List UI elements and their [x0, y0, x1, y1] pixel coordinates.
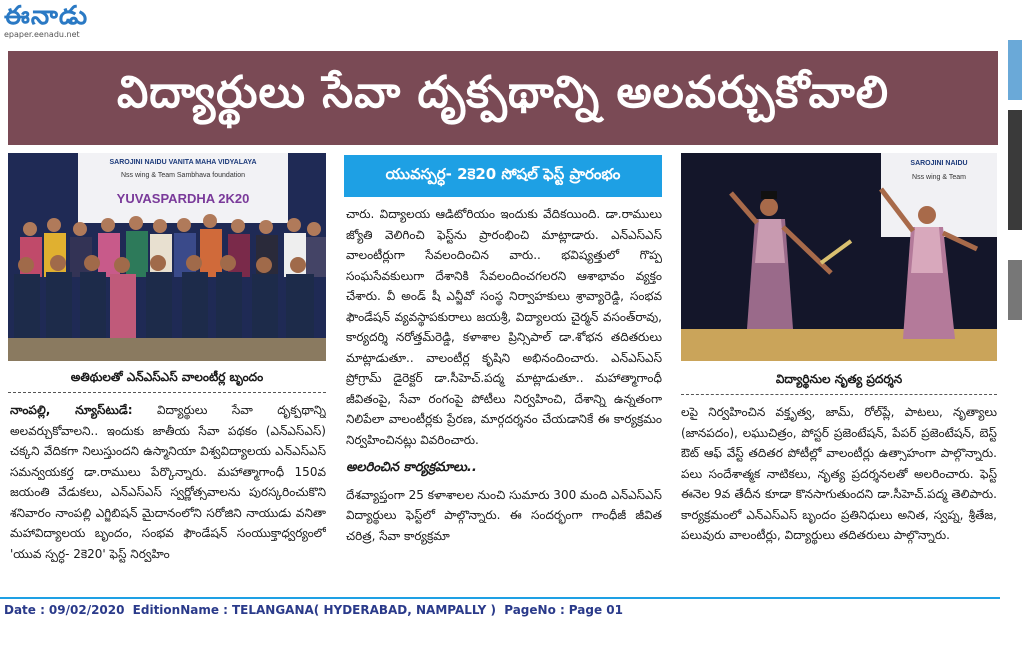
caption-rule — [681, 394, 997, 395]
article-column-2 — [346, 204, 662, 594]
photo-dance-performance — [681, 153, 997, 361]
section-banner: యువస్పర్ధ- 2కె20 సోషల్ ఫెస్ట్ ప్రారంభం — [344, 155, 662, 197]
dateline: నాంపల్లి, న్యూస్‌టుడే: — [10, 403, 133, 417]
banner-text-event: YUVASPARDHA 2K20 — [116, 191, 250, 206]
article-headline: విద్యార్థులు సేవా దృక్పథాన్ని అలవర్చుకోవాలి — [8, 51, 998, 145]
sub-heading: అలరించిన కార్యక్రమాలు.. — [346, 460, 477, 475]
caption-rule — [8, 392, 326, 393]
banner-text-org-right: Nss wing & Team — [912, 174, 966, 181]
banner-text-college: SAROJINI NAIDU VANITA MAHA VIDYALAYA — [109, 159, 257, 166]
photo-left-caption: అతిథులతో ఎన్‌ఎస్‌ఎస్ వాలంటీర్ల బృందం — [70, 370, 264, 384]
column-1-text: విద్యార్థులు సేవా దృక్పథాన్ని అలవర్చుకోవాలని.. ఇందుకు జాతీయ సేవా పథకం (ఎన్ఎస్ఎస్) చక్కని వేదికగా నిలుస్తుందని ఉస్మానియా విశ్వవిద్యాలయ ఎన్‌ఎస్‌ఎస్ సమన్వయకర్త డా.రాములు పేర్కొన్నారు. మహాత్మాగాంధీ 150వ జయంతి వేడుకలు, ఎన్‌ఎస్‌ఎస్ స్వర్ణోత్సవాలను పురస్కరించుకొని శనివారం నాంపల్లి ఎగ్జిబిషన్ మైదానంలోని సరోజిని నాయుడు వనితా మహావిద్యాలయ బృందం, సంభవ ఫౌండేషన్ సంయుక్తాధ్వర్యంలో 'యువ స్పర్ధ- 2కె20' ఫెస్ట్ నిర్వహిం — [10, 403, 326, 561]
adjacent-clipping-edge — [1004, 40, 1024, 600]
banner-text-org: Nss wing & Team Sambhava foundation — [121, 172, 245, 179]
column-3-text: లపై నిర్వహించిన వక్తృత్వ, జామ్, రోల్‌ప్లే, పాటలు, నృత్యాలు (జానపదం), లఘుచిత్రం, పోస్టర్ ప్రజెంటేషన్, పేపర్ ప్రజెంటేషన్, బెస్ట్ ఔట్ ఆఫ్ వేస్ట్ తదితర పోటీల్లో వాలంటీర్లు ఉత్సాహంగా పాల్గొన్నారు. పలు సందేశాత్మక నాటికలు, నృత్య ప్రదర్శనలతో అలరించారు. ఫెస్ట్ ఈనెల 9వ తేదీన కూడా కొనసాగుతుందని డా.సీహెచ్.పద్మ తెలిపారు. కార్యక్రమంలో ఎన్‌ఎస్‌ఎస్ బృందం ప్రతినిధులు అనిత, స్వప్న, శ్రీతేజ, పలువురు వాలంటీర్లు, విద్యార్థులు తదితరులు పాల్గొన్నారు. — [681, 405, 997, 542]
column-2-text: చారు. విద్యాలయ ఆడిటోరియం ఇందుకు వేదికయింది. డా.రాములు జ్యోతి వెలిగించి ఫెస్ట్‌ను ప్రారంభించి మాట్లాడారు. ఎన్‌ఎస్‌ఎస్ వాలంటీర్లుగా సేవలందించిన వారు.. భవిష్యత్తులో గొప్ప సంఘసేవకులుగా దేశానికి సేవలందించగలరని ఆశాభావం వ్యక్తం చేశారు. వీ అండ్ షీ ఎన్జీవో సంస్థ నిర్వాహకులు శ్రావ్యారెడ్డి, సంభవ ఫౌండేషన్ వ్యవస్థాపకురాలు జయశ్రీ, విద్యాలయ చైర్మన్ వసంత్‌రావు, కార్యదర్శి నరోత్తమ్‌రెడ్డి, కళాశాల ప్రిన్సిపాల్ డా.శోభన తదితరులు మాట్లాడుతూ.. వాలంటీర్ల కృషిని అభినందించారు. ఎన్‌ఎస్‌ఎస్ ప్రోగ్రామ్ డైరెక్టర్ డా.సీహెచ్.పద్మ మాట్లాడుతూ.. మహాత్మాగాంధీ జీవితంపై, సేవా రంగంపై పోటీలు నిర్వహించి, దేశాన్ని ఉన్నతంగా నిలిపేలా వాలంటీర్లకు ప్రేరణ, మార్గదర్శనం చేయడానికే ఈ కార్యక్రమం నిర్వహించినట్లు వివరించారు. — [346, 207, 662, 447]
article-column-1 — [10, 400, 326, 590]
date-label: Date : — [4, 603, 45, 617]
page-value: Page 01 — [568, 603, 623, 617]
logo-wordmark: ఈనాడు — [4, 1, 89, 31]
footer-divider — [0, 597, 1000, 599]
column-2-text-continued: దేశవ్యాప్తంగా 25 కళాశాలల నుంచి సుమారు 300 మంది ఎన్‌ఎస్‌ఎస్ విద్యార్థులు ఫెస్ట్‌లో పాల్గొన్నారు. ఈ సందర్భంగా గాంధీజీ జీవిత చరిత్ర, సేవా కార్యక్రమా — [346, 487, 662, 543]
banner-text-college-right: SAROJINI NAIDU — [910, 160, 968, 167]
page-label: PageNo : — [504, 603, 565, 617]
photo-right-caption: విద్యార్థినుల నృత్య ప్రదర్శన — [775, 372, 903, 386]
date-value: 09/02/2020 — [48, 603, 125, 617]
eenadu-logo[interactable] — [4, 2, 104, 42]
edition-label: EditionName : — [132, 603, 228, 617]
logo-site-url: epaper.eenadu.net — [4, 30, 80, 39]
article-column-3 — [681, 402, 997, 592]
edition-value: TELANGANA( HYDERABAD, NAMPALLY ) — [231, 603, 497, 617]
footer-info — [4, 603, 627, 617]
photo-nss-volunteers — [8, 153, 326, 361]
